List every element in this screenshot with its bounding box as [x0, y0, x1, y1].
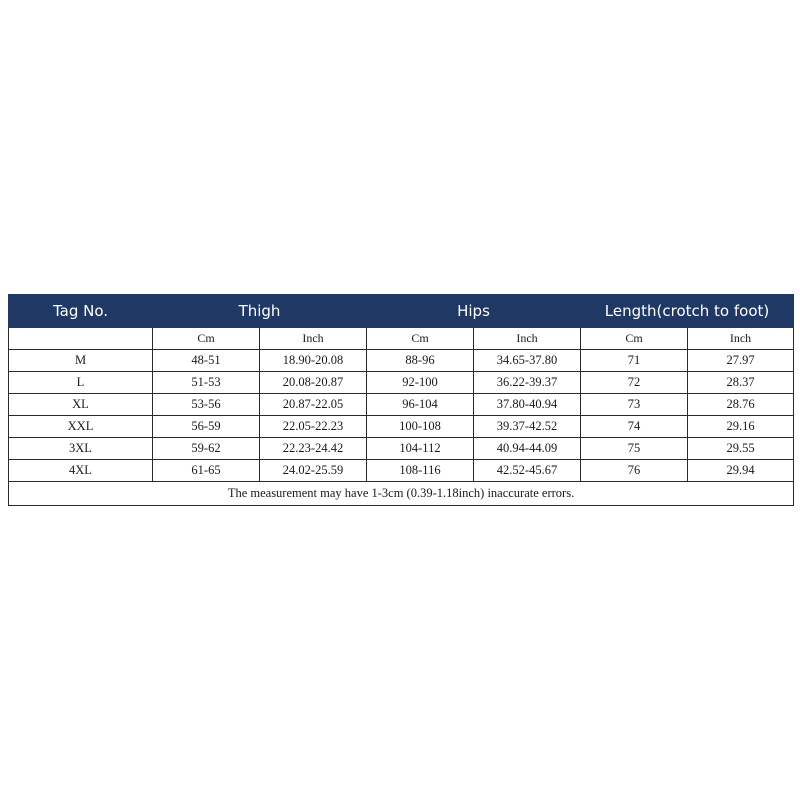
- measurement-note: The measurement may have 1-3cm (0.39-1.18inch) inaccurate errors.: [9, 482, 794, 506]
- hips-cm-cell: 100-108: [367, 416, 474, 438]
- length-inch-cell: 28.37: [688, 372, 794, 394]
- length-cm-cell: 74: [581, 416, 688, 438]
- unit-cell: Inch: [474, 328, 581, 350]
- unit-cell: Cm: [367, 328, 474, 350]
- thigh-cm-cell: 61-65: [153, 460, 260, 482]
- length-inch-cell: 28.76: [688, 394, 794, 416]
- size-cell: M: [9, 350, 153, 372]
- header-row: [9, 295, 794, 328]
- hips-cm-cell: 108-116: [367, 460, 474, 482]
- thigh-cm-cell: 48-51: [153, 350, 260, 372]
- header-thigh: Thigh: [153, 295, 367, 328]
- size-cell: XL: [9, 394, 153, 416]
- size-cell: 3XL: [9, 438, 153, 460]
- table-row: [9, 416, 794, 438]
- hips-inch-cell: 42.52-45.67: [474, 460, 581, 482]
- length-cm-cell: 72: [581, 372, 688, 394]
- unit-cell: Cm: [581, 328, 688, 350]
- size-chart-table: [8, 294, 794, 506]
- length-inch-cell: 29.94: [688, 460, 794, 482]
- hips-cm-cell: 96-104: [367, 394, 474, 416]
- length-cm-cell: 76: [581, 460, 688, 482]
- length-inch-cell: 29.16: [688, 416, 794, 438]
- thigh-cm-cell: 53-56: [153, 394, 260, 416]
- thigh-inch-cell: 18.90-20.08: [260, 350, 367, 372]
- table-row: [9, 394, 794, 416]
- hips-inch-cell: 37.80-40.94: [474, 394, 581, 416]
- size-cell: 4XL: [9, 460, 153, 482]
- thigh-inch-cell: 22.05-22.23: [260, 416, 367, 438]
- unit-cell: Cm: [153, 328, 260, 350]
- table-row: [9, 460, 794, 482]
- length-inch-cell: 27.97: [688, 350, 794, 372]
- header-length: Length(crotch to foot): [581, 295, 794, 328]
- hips-cm-cell: 104-112: [367, 438, 474, 460]
- table-row: [9, 350, 794, 372]
- hips-inch-cell: 40.94-44.09: [474, 438, 581, 460]
- thigh-cm-cell: 59-62: [153, 438, 260, 460]
- thigh-inch-cell: 24.02-25.59: [260, 460, 367, 482]
- unit-blank-cell: [9, 328, 153, 350]
- hips-cm-cell: 88-96: [367, 350, 474, 372]
- unit-cell: Inch: [688, 328, 794, 350]
- length-cm-cell: 75: [581, 438, 688, 460]
- hips-inch-cell: 36.22-39.37: [474, 372, 581, 394]
- length-cm-cell: 71: [581, 350, 688, 372]
- thigh-cm-cell: 56-59: [153, 416, 260, 438]
- note-row: [9, 482, 794, 506]
- header-hips: Hips: [367, 295, 581, 328]
- hips-cm-cell: 92-100: [367, 372, 474, 394]
- length-cm-cell: 73: [581, 394, 688, 416]
- unit-cell: Inch: [260, 328, 367, 350]
- size-cell: XXL: [9, 416, 153, 438]
- header-tag-no: Tag No.: [9, 295, 153, 328]
- unit-row: [9, 328, 794, 350]
- thigh-inch-cell: 20.08-20.87: [260, 372, 367, 394]
- size-cell: L: [9, 372, 153, 394]
- length-inch-cell: 29.55: [688, 438, 794, 460]
- table-row: [9, 438, 794, 460]
- hips-inch-cell: 34.65-37.80: [474, 350, 581, 372]
- table-row: [9, 372, 794, 394]
- thigh-cm-cell: 51-53: [153, 372, 260, 394]
- thigh-inch-cell: 22.23-24.42: [260, 438, 367, 460]
- thigh-inch-cell: 20.87-22.05: [260, 394, 367, 416]
- hips-inch-cell: 39.37-42.52: [474, 416, 581, 438]
